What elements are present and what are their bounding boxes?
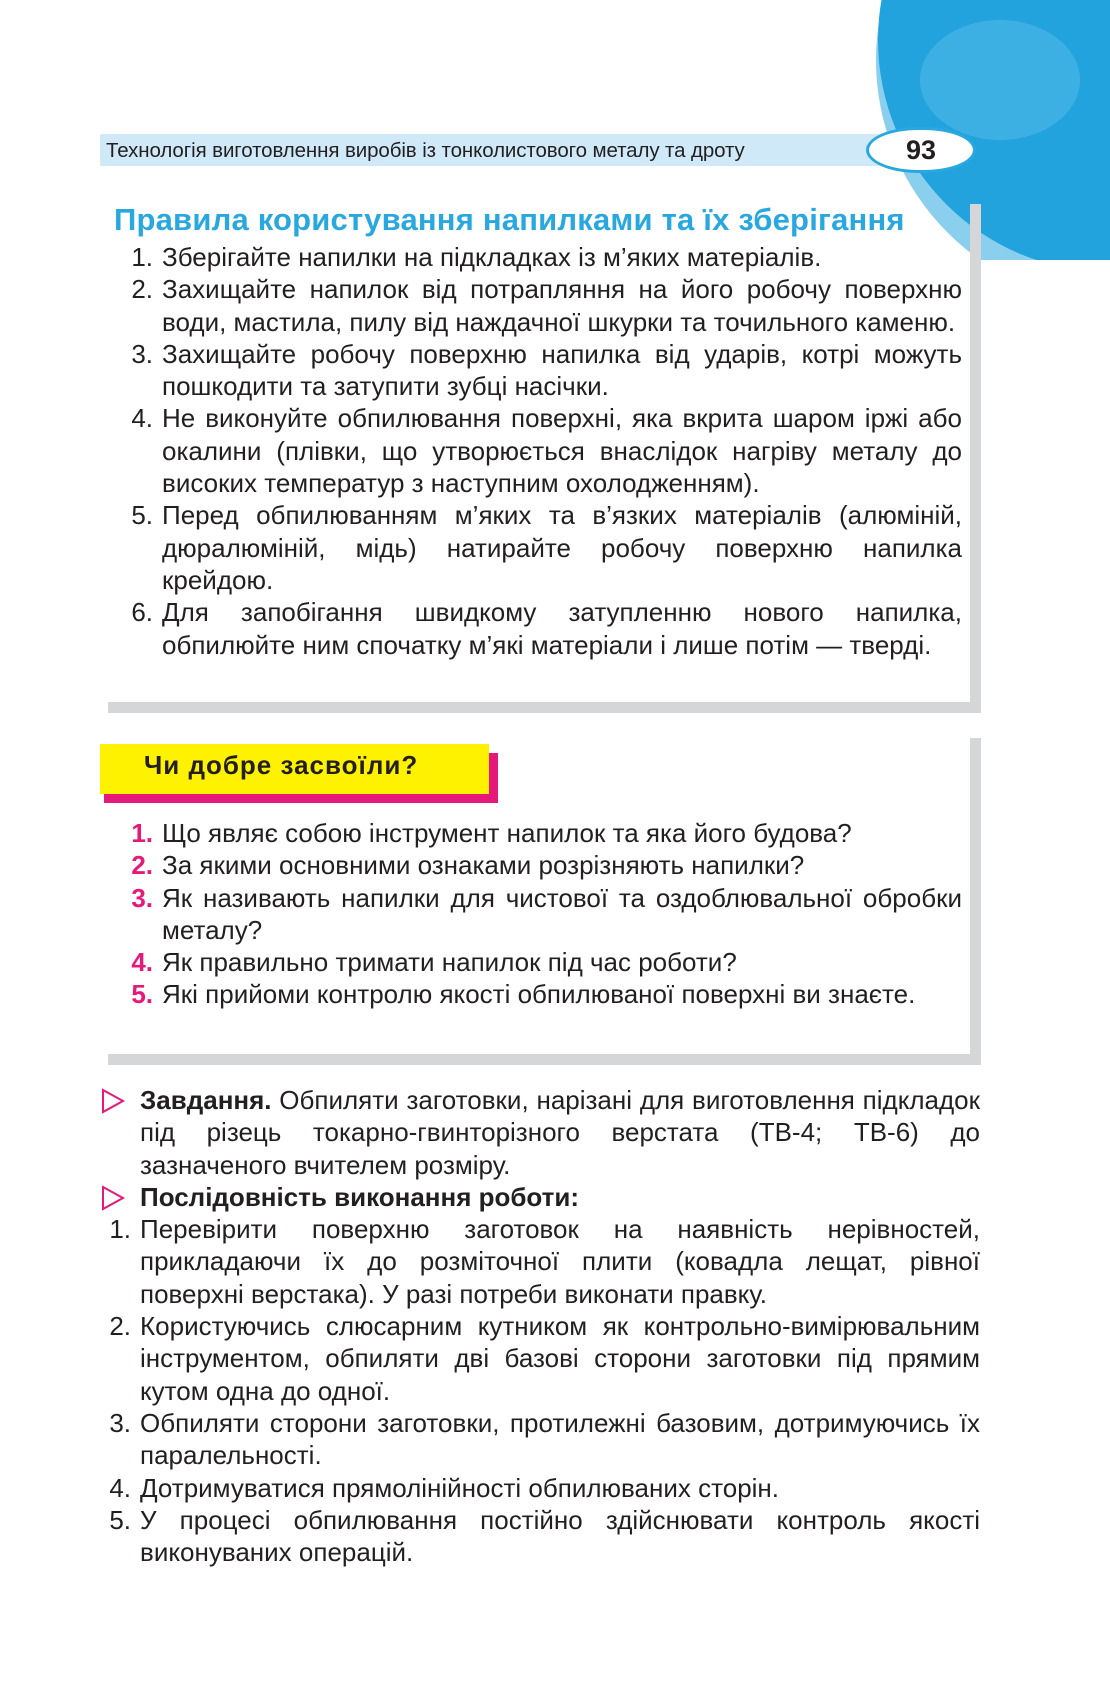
step-number: 5.: [109, 1504, 131, 1535]
rules-item-number: 3.: [131, 338, 153, 369]
rules-item-text: Захищайте робочу поверхню напилка від ударів, котрі можуть пошкодити та затупити зубці насічки.: [162, 338, 962, 402]
rules-list-item: [131, 338, 962, 403]
step-item: [109, 1213, 980, 1310]
step-item: [109, 1504, 980, 1569]
question-item: [131, 946, 962, 978]
running-header-title: Технологія виготовлення виробів із тонколистового металу та дроту: [106, 139, 745, 162]
question-text: Що являє собою інструмент напилок та яка його будова?: [162, 818, 852, 848]
rules-list-item: [131, 596, 962, 661]
steps-list: [109, 1213, 980, 1568]
step-number: 4.: [109, 1472, 131, 1503]
rules-item-text: Зберігайте напилки на підкладках із м’яких матеріалів.: [162, 242, 822, 272]
question-number: 1.: [131, 818, 153, 848]
sequence-heading-line: [100, 1181, 980, 1213]
rules-item-number: 6.: [131, 597, 153, 628]
rules-box-right-shadow: [970, 204, 981, 713]
rules-item-number: 2.: [131, 274, 153, 305]
question-text: Як називають напилки для чистової та оздоблювальної обробки металу?: [162, 882, 962, 945]
rules-box-bottom-shadow: [108, 702, 981, 713]
step-number: 2.: [109, 1311, 131, 1342]
rules-list: [131, 241, 962, 661]
rules-item-number: 5.: [131, 500, 153, 531]
question-text: Які прийоми контролю якості обпилюваної поверхні ви знаєте.: [162, 979, 916, 1010]
page-number: 93: [866, 127, 976, 173]
rules-list-item: [131, 241, 962, 273]
question-item: [131, 849, 962, 881]
question-item: [131, 817, 962, 849]
step-text: Користуючись слюсарним кутником як контрольно-вимірювальним інструментом, обпиляти дві базові сторони заготовки під прямим кутом одна до одної.: [140, 1311, 980, 1406]
sequence-heading: Послідовність виконання роботи:: [140, 1181, 580, 1212]
triangle-bullet-icon: [100, 1185, 126, 1211]
question-item: [131, 882, 962, 947]
question-number: 5.: [131, 979, 153, 1010]
questions-banner-title: Чи добре засвоїли?: [144, 750, 419, 780]
step-number: 3.: [109, 1407, 131, 1438]
rules-item-number: 4.: [131, 403, 153, 434]
step-text: У процесі обпилювання постійно здійснювати контроль якості виконуваних операцій.: [140, 1504, 980, 1568]
rules-list-item: [131, 499, 962, 596]
step-item: [109, 1407, 980, 1472]
rules-list-item: [131, 402, 962, 499]
step-text: Перевірити поверхню заготовок на наявність нерівностей, прикладаючи їх до розміточної плити (ковадла лещат, рівної поверхні верстака). У разі потреби виконати правку.: [140, 1214, 980, 1309]
task-section: [100, 1084, 980, 1568]
questions-box-right-shadow: [970, 738, 981, 1065]
questions-box-bottom-shadow: [108, 1054, 981, 1065]
rules-item-text: Для запобігання швидкому затупленню нового напилка, обпилюйте ним спочатку м’які матеріали і лише потім — тверді.: [162, 597, 962, 660]
question-text: Як правильно тримати напилок під час роботи?: [162, 947, 737, 978]
task-label: Завдання.: [140, 1085, 272, 1115]
step-item: [109, 1472, 980, 1504]
question-text: За якими основними ознаками розрізняють напилки?: [162, 850, 805, 881]
question-item: [131, 978, 962, 1010]
triangle-bullet-icon: [100, 1088, 126, 1114]
rules-section-title: Правила користування напилками та їх зберігання: [114, 202, 905, 237]
question-number: 4.: [131, 947, 153, 978]
questions-list: [131, 817, 962, 1011]
step-number: 1.: [109, 1214, 131, 1245]
task-paragraph: [100, 1084, 980, 1181]
rules-item-text: Захищайте напилок від потрапляння на його робочу поверхню води, мастила, пилу від наждачної шкурки та точильного каменю.: [162, 274, 962, 337]
step-item: [109, 1310, 980, 1407]
rules-item-text: Перед обпилюванням м’яких та в’язких матеріалів (алюміній, дюралюміній, мідь) натирайте робочу поверхню напилка крейдою.: [162, 500, 962, 595]
question-number: 3.: [131, 882, 153, 913]
task-text: Обпиляти заготовки, нарізані для виготовлення підкладок під різець токарно-гвинторізного верстата (ТВ-4; ТВ-6) до зазначеного вчителем розміру.: [140, 1085, 980, 1180]
rules-item-number: 1.: [131, 242, 153, 272]
rules-item-text: Не виконуйте обпилювання поверхні, яка вкрита шаром іржі або окалини (плівки, що утворюється внаслідок нагріву металу до високих температур з наступним охолодженням).: [162, 403, 962, 499]
step-text: Обпиляти сторони заготовки, протилежні базовим, дотримуючись їх паралельності.: [140, 1407, 980, 1471]
rules-list-item: [131, 273, 962, 338]
question-number: 2.: [131, 850, 153, 881]
step-text: Дотримуватися прямолінійності обпилюваних сторін.: [140, 1472, 780, 1503]
